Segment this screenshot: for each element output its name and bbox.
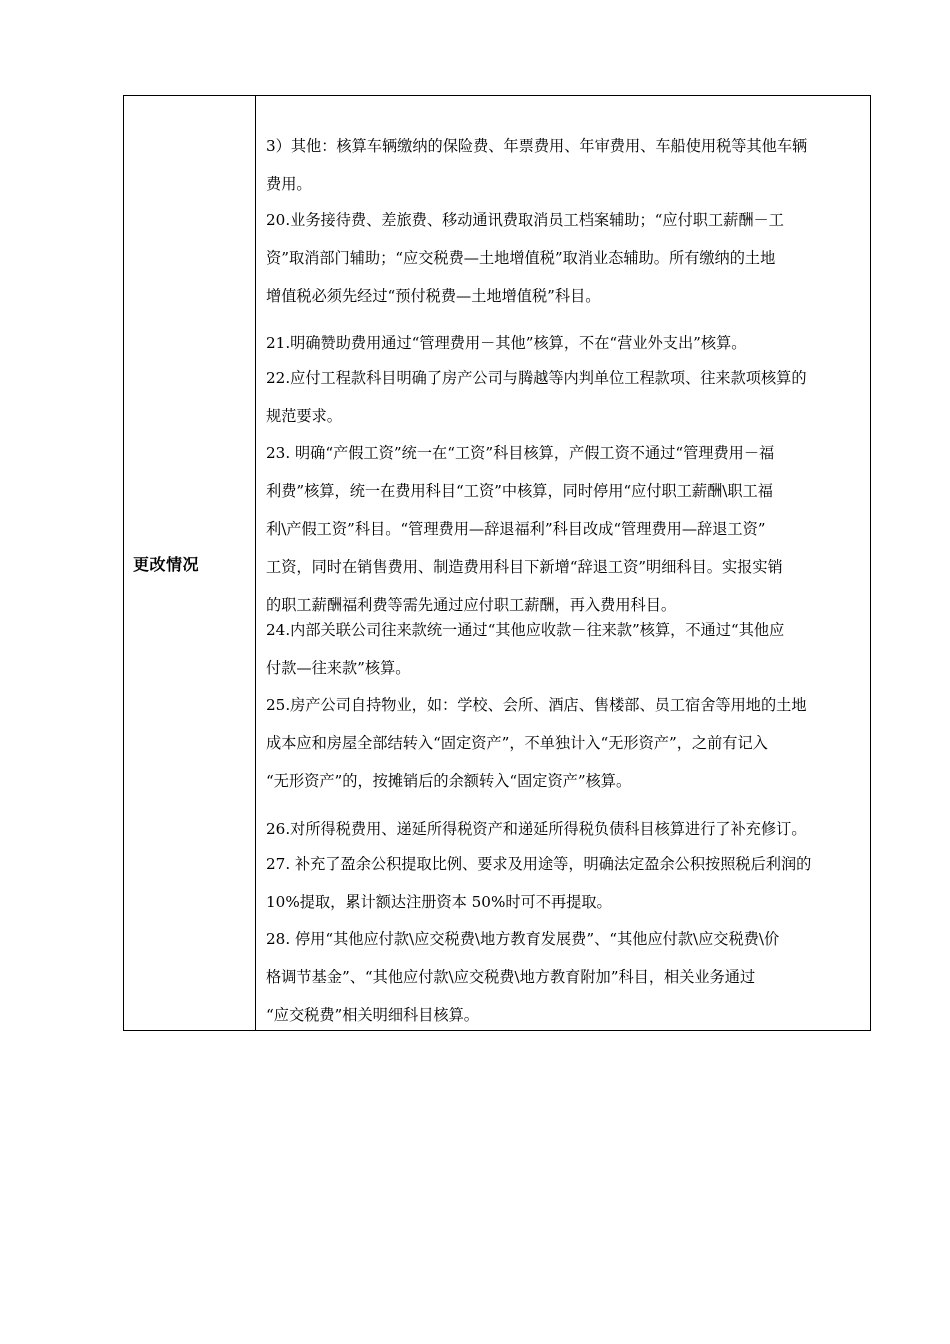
para-line: 的职工薪酬福利费等需先通过应付职工薪酬，再入费用科目。 [266,596,677,614]
paragraph-item-28 [266,920,860,1034]
para-line: 格调节基金”、“其他应付款\应交税费\地方教育附加”科目，相关业务通过 [266,968,756,986]
paragraph-item-21 [266,324,860,362]
para-line: 25.房产公司自持物业，如：学校、会所、酒店、售楼部、员工宿舍等用地的土地 [266,696,807,714]
section-label: 更改情况 [133,554,200,574]
para-line: 资”取消部门辅助；“应交税费—土地增值税”取消业态辅助。所有缴纳的土地 [266,249,776,267]
para-line: 21.明确赞助费用通过“管理费用－其他”核算，不在“营业外支出”核算。 [266,334,747,352]
paragraph-item-24 [266,611,860,687]
para-line: 付款—往来款”核算。 [266,659,411,677]
paragraph-item-22 [266,359,860,435]
paragraph-item-25 [266,686,860,800]
para-line: 利费”核算，统一在费用科目“工资”中核算，同时停用“应付职工薪酬\职工福 [266,482,773,500]
para-line: 利\产假工资”科目。“管理费用—辞退福利”科目改成“管理费用—辞退工资” [266,520,766,538]
para-line: 23. 明确“产假工资”统一在“工资”科目核算，产假工资不通过“管理费用－福 [266,444,775,462]
change-table [123,95,871,1031]
paragraph-item-23 [266,434,860,624]
para-line: 10%提取，累计额达注册资本 50%时可不再提取。 [266,893,612,911]
paragraph-item-27 [266,845,860,921]
para-line: 22.应付工程款科目明确了房产公司与腾越等内判单位工程款项、往来款项核算的 [266,369,807,387]
content-cell [256,96,870,1030]
paragraph-item-26 [266,810,860,848]
para-line: 28. 停用“其他应付款\应交税费\地方教育发展费”、“其他应付款\应交税费\价 [266,930,780,948]
para-line: 增值税必须先经过“预付税费—土地增值税”科目。 [266,287,601,305]
para-line: 工资，同时在销售费用、制造费用科目下新增“辞退工资”明细科目。实报实销 [266,558,783,576]
para-line: 27. 补充了盈余公积提取比例、要求及用途等，明确法定盈余公积按照税后利润的 [266,855,812,873]
para-line: 26.对所得税费用、递延所得税资产和递延所得税负债科目核算进行了补充修订。 [266,820,807,838]
para-line: 24.内部关联公司往来款统一通过“其他应收款－往来款”核算，不通过“其他应 [266,621,785,639]
paragraph-item-20 [266,201,860,315]
para-line: “应交税费”相关明细科目核算。 [266,1006,479,1024]
para-line: “无形资产”的，按摊销后的余额转入“固定资产”核算。 [266,772,632,790]
para-line: 3）其他：核算车辆缴纳的保险费、年票费用、年审费用、车船使用税等其他车辆 [266,137,808,155]
para-line: 成本应和房屋全部结转入“固定资产”，不单独计入“无形资产”，之前有记入 [266,734,768,752]
paragraph-item-3-other [266,127,860,203]
para-line: 费用。 [266,175,312,193]
para-line: 规范要求。 [266,407,342,425]
label-cell [124,96,256,1030]
para-line: 20.业务接待费、差旅费、移动通讯费取消员工档案辅助；“应付职工薪酬－工 [266,211,784,229]
